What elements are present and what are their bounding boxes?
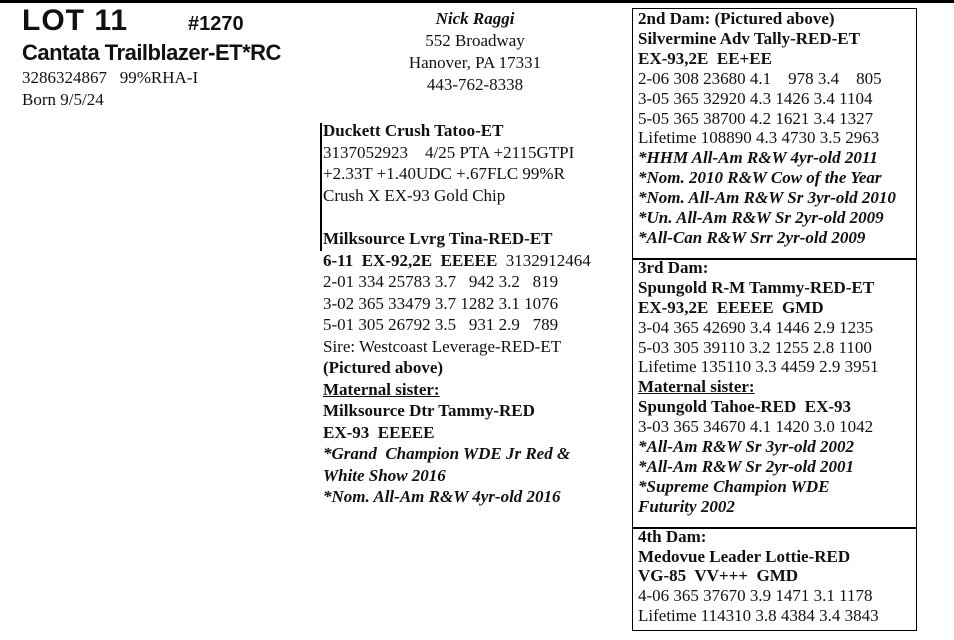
lot-title: LOT 11 — [22, 4, 129, 37]
second-dam-heading: 2nd Dam: (Pictured above) — [638, 9, 835, 28]
second-dam-award: *All-Can R&W Srr 2yr-old 2009 — [638, 227, 866, 247]
second-dam-record: Lifetime 108890 4.3 4730 3.5 2963 — [638, 128, 880, 148]
fourth-dam-name: Medovue Leader Lottie-RED — [638, 546, 851, 566]
dam-sister-classification: EX-93 EEEEE — [323, 422, 435, 442]
sire-line3: Crush X EX-93 Gold Chip — [323, 185, 506, 205]
third-dam-sister-award: *Supreme Champion WDE — [638, 476, 830, 496]
dam-sister-name: Milksource Dtr Tammy-RED — [323, 401, 535, 420]
third-dam-sister-record: 3-03 365 34670 4.1 1420 3.0 1042 — [638, 417, 874, 437]
second-dam-record: 3-05 365 32920 4.3 1426 3.4 1104 — [638, 88, 873, 108]
fourth-dam-record: Lifetime 114310 3.8 4384 3.4 3843 — [638, 606, 879, 626]
ancestry-content — [638, 9, 918, 626]
birth-date: Born 9/5/24 — [22, 90, 104, 109]
sire-line1: 3137052923 4/25 PTA +2115GTPI — [323, 142, 575, 162]
dam-maternal-sister-label: Maternal sister: — [323, 379, 440, 399]
sire-line2: +2.33T +1.40UDC +.67FLC 99%R — [323, 164, 565, 183]
third-dam-record: Lifetime 135110 3.3 4459 2.9 3951 — [638, 357, 879, 377]
third-dam-name: Spungold R-M Tammy-RED-ET — [638, 277, 875, 297]
registration-line: 3286324867 99%RHA-I — [22, 68, 199, 87]
sire-dam-block — [323, 120, 623, 508]
third-dam-maternal-sister-label: Maternal sister: — [638, 377, 755, 397]
third-dam-sister-award: Futurity 2002 — [638, 496, 735, 516]
third-dam-record: 5-03 305 39110 3.2 1255 2.8 1100 — [638, 337, 872, 357]
consignor-address2: Hanover, PA 17331 — [408, 53, 542, 72]
consignor-block — [380, 8, 570, 96]
dam-sister-award: *Nom. All-Am R&W 4yr-old 2016 — [323, 487, 561, 506]
second-dam-award: *Nom. 2010 R&W Cow of the Year — [638, 168, 882, 188]
third-dam-sister-award: *All-Am R&W Sr 3yr-old 2002 — [638, 437, 854, 457]
consignor-phone: 443-762-8338 — [426, 75, 524, 94]
consignor-address1: 552 Broadway — [425, 31, 525, 50]
second-dam-award: *Un. All-Am R&W Sr 2yr-old 2009 — [638, 208, 884, 228]
dam-sister-award: White Show 2016 — [323, 465, 446, 485]
fourth-dam-heading: 4th Dam: — [638, 526, 707, 546]
dam-classification: 6-11 EX-92,2E EEEEE 3132912464 — [323, 250, 591, 270]
second-dam-record: 5-05 365 38700 4.2 1621 3.4 1327 — [638, 108, 874, 128]
dam-record: 5-01 305 26792 3.5 931 2.9 789 — [323, 315, 559, 334]
third-dam-heading: 3rd Dam: — [638, 257, 709, 277]
second-dam-classification: EX-93,2E EE+EE — [638, 48, 772, 68]
pedigree-rule — [320, 123, 322, 251]
fourth-dam-record: 4-06 365 37670 3.9 1471 3.1 1178 — [638, 586, 873, 606]
third-dam-sister-name: Spungold Tahoe-RED EX-93 — [638, 397, 852, 417]
ancestry-box — [632, 8, 917, 631]
dam-name: Milksource Lvrg Tina-RED-ET — [323, 229, 553, 248]
second-dam-award: *Nom. All-Am R&W Sr 3yr-old 2010 — [638, 188, 896, 208]
third-dam-record: 3-04 365 42690 3.4 1446 2.9 1235 — [638, 317, 874, 337]
third-dam-classification: EX-93,2E EEEEE GMD — [638, 297, 824, 317]
second-dam-award: *HHM All-Am R&W 4yr-old 2011 — [638, 148, 878, 168]
dam-sister-award: *Grand Champion WDE Jr Red & — [323, 444, 571, 463]
second-dam-record: 2-06 308 23680 4.1 978 3.4 805 — [638, 68, 882, 88]
animal-name: Cantata Trailblazer-ET*RC — [22, 40, 281, 65]
lot-number: #1270 — [188, 13, 244, 35]
sire-name: Duckett Crush Tatoo-ET — [323, 121, 504, 140]
dam-record: 3-02 365 33479 3.7 1282 3.1 1076 — [323, 293, 559, 313]
third-dam-sister-award: *All-Am R&W Sr 2yr-old 2001 — [638, 456, 854, 476]
consignor-name: Nick Raggi — [435, 9, 515, 28]
dam-pictured-note: (Pictured above) — [323, 358, 444, 377]
dam-record: 2-01 334 25783 3.7 942 3.2 819 — [323, 272, 559, 291]
fourth-dam-classification: VG-85 VV+++ GMD — [638, 566, 799, 586]
top-rule — [0, 0, 954, 3]
dam-sire: Sire: Westcoast Leverage-RED-ET — [323, 336, 562, 356]
second-dam-name: Silvermine Adv Tally-RED-ET — [638, 28, 860, 48]
